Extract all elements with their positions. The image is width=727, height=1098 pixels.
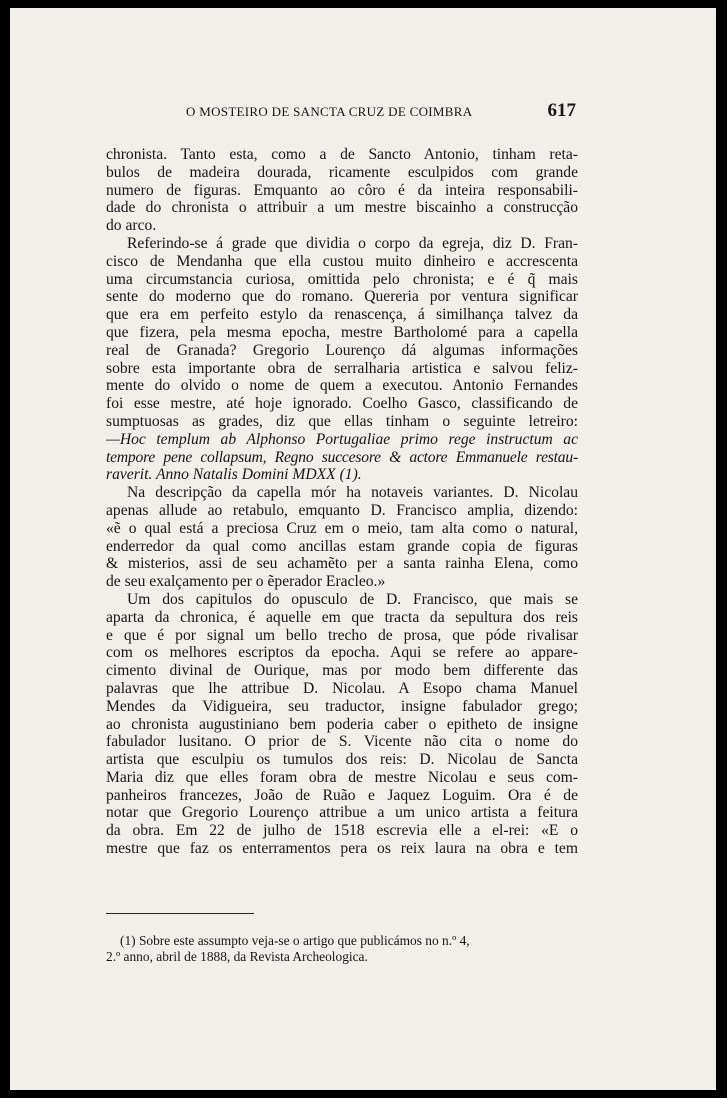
- paragraph: [106, 146, 578, 235]
- text-line: que fizera, pela mesma epocha, mestre Bartholomé para a capella: [106, 323, 578, 341]
- text-line: & misterios, assi de seu achamẽto per a santa rainha Elena, como: [106, 555, 578, 573]
- text-line: de seu exalçamento per o ẽperador Eracleo.»: [106, 573, 386, 591]
- text-line: chronista. Tanto esta, como a de Sancto Antonio, tinham reta-: [106, 146, 578, 163]
- running-header: [106, 100, 576, 124]
- text-line: ao chronista augustiniano bem poderia caber o epitheto de insigne: [106, 715, 578, 733]
- text-line: bulos de madeira dourada, ricamente esculpidos com grande: [106, 163, 578, 181]
- text-line: da obra. Em 22 de julho de 1518 escrevia elle a el-rei: «E o: [106, 822, 578, 840]
- running-title: O MOSTEIRO DE SANCTA CRUZ DE COIMBRA: [186, 104, 473, 119]
- text-line: uma circumstancia curiosa, omittida pelo chronista; e é q̃ mais: [106, 270, 578, 288]
- body-text: [106, 146, 578, 858]
- text-line: panheiros francezes, João de Ruão e Jaquez Loguim. Ora é de: [106, 786, 578, 804]
- text-line-italic: tempore pene collapsum, Regno succesore & actore Emmanuele restau-: [106, 448, 578, 466]
- text-line: cimento divinal de Ourique, mas por modo bem differente das: [106, 662, 578, 680]
- text-line: com os melhores escriptos da epocha. Aqui se refere ao appare-: [106, 644, 578, 662]
- text-line: dade do chronista o attribuir a um mestre biscainho a construcção: [106, 199, 578, 217]
- paragraph: [106, 484, 578, 591]
- text-line: que era em perfeito estylo da renascença, á similhança talvez da: [106, 306, 578, 324]
- text-line: cisco de Mendanha que ella custou muito dinheiro e accrescenta: [106, 252, 578, 270]
- text-line: sente do moderno que do romano. Quereria por ventura significar: [106, 288, 578, 306]
- text-line: fabulador lusitano. O prior de S. Vicente não cita o nome do: [106, 733, 578, 751]
- text-line: mestre que faz os enterramentos pera os reix laura na obra e tem: [106, 840, 578, 858]
- text-line: apenas allude ao retabulo, emquanto D. Francisco amplia, dizendo:: [106, 501, 578, 519]
- text-line: enderredor da qual como ancillas estam grande copia de figuras: [106, 537, 578, 555]
- page: [10, 8, 716, 1090]
- text-line: Maria diz que elles foram obra de mestre Nicolau e seus com-: [106, 768, 578, 786]
- text-line: Referindo-se á grade que dividia o corpo da egreja, diz D. Fran-: [127, 234, 578, 252]
- text-line: «ẽ o qual está a preciosa Cruz em o meio, tam alta como o natural,: [106, 519, 578, 537]
- text-line: sumptuosas as grades, diz que ellas tinham o seguinte letreiro:: [106, 412, 578, 430]
- text-line: palavras que lhe attribue D. Nicolau. A Esopo chama Manuel: [106, 679, 578, 697]
- text-line: Na descripção da capella mór ha notaveis variantes. D. Nicolau: [127, 484, 578, 502]
- text-line: numero de figuras. Emquanto ao côro é da inteira responsabili-: [106, 181, 578, 199]
- page-number: 617: [547, 100, 576, 121]
- text-line: do arco.: [106, 217, 157, 235]
- text-line: aparta da chronica, é aquelle em que tracta da sepultura dos reis: [106, 608, 578, 626]
- text-line: notar que Gregorio Lourenço attribue a um unico artista a feitura: [106, 804, 578, 822]
- footnote: [106, 933, 570, 964]
- text-line: Um dos capitulos do opusculo de D. Francisco, que mais se: [127, 590, 578, 608]
- text-line-italic: raverit. Anno Natalis Domini MDXX (1).: [106, 466, 362, 484]
- footnote-line: (1) Sobre este assumpto veja-se o artigo que publicámos no n.º 4,: [120, 933, 470, 948]
- footnote-divider: [106, 913, 254, 914]
- text-line: mente do olvido o nome de quem a executou. Antonio Fernandes: [106, 377, 578, 395]
- text-line-italic: —Hoc templum ab Alphonso Portugaliae primo rege instructum ac: [106, 430, 578, 448]
- text-line: e que é por signal um bello trecho de prosa, que póde rivalisar: [106, 626, 578, 644]
- text-line: real de Granada? Gregorio Lourenço dá algumas informações: [106, 341, 578, 359]
- footnote-line: 2.º anno, abril de 1888, da Revista Archeologica.: [106, 948, 368, 964]
- text-line: artista que esculpiu os tumulos dos reis: D. Nicolau de Sancta: [106, 751, 578, 769]
- text-line: Mendes da Vidigueira, seu traductor, insigne fabulador grego;: [106, 697, 578, 715]
- text-line: sobre esta importante obra de serralharia artistica e salvou feliz-: [106, 359, 578, 377]
- paragraph: [106, 235, 578, 484]
- paragraph: [106, 591, 578, 858]
- text-line: foi esse mestre, até hoje ignorado. Coelho Gasco, classificando de: [106, 395, 578, 413]
